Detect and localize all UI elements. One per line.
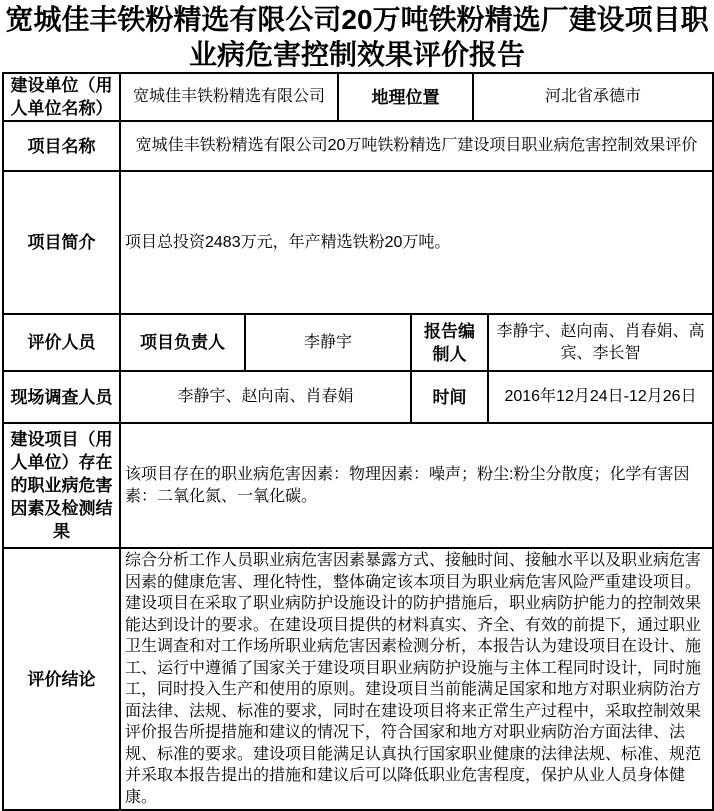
table-row-project-summary (3, 171, 713, 314)
project-name-value: 宽城佳丰铁粉精选有限公司20万吨铁粉精选厂建设项目职业病危害控制效果评价 (120, 121, 713, 171)
evaluation-conclusion-label: 评价结论 (3, 548, 120, 810)
conclusion-paragraph-1: 综合分析工作人员职业病危害因素暴露方式、接触时间、接触水平以及职业病危害因素的健康危害、理化特性，整体确定该本项目为职业病危害风险严重建设项目。 (125, 552, 702, 591)
site-survey-staff-label: 现场调查人员 (3, 371, 120, 423)
conclusion-paragraph-2: 建设项目在采取了职业病防护设施设计的防护措施后，职业病防护能力的控制效果能达到设计的要求。在建设项目提供的材料真实、齐全、有效的前提下，通过职业卫生调查和对工作场所职业病危害因素检测分析，本报告认为建设项目在设计、施工、运行中遵循了国家关于建设项目职业病防护设施与主体工程同时设计，同时施工，同时投入生产和使用的原则。建设项目当前能满足国家和地方对职业病防治方面法律、法规、标准的要求，同时在建设项目将来正常生产过程中，采取控制效果评价报告所提措施和建议的情况下，符合国家和地方对职业病防治方面法律、法规、标准的要求。建设项目能满足认真执行国家职业健康的法律法规、标准、规范并采取本报告提出的措施和建议后可以降低职业危害程度，保护从业人员身体健康。 (125, 595, 702, 806)
table-row-evaluation-staff (3, 314, 713, 371)
hazard-factors-label: 建设项目（用人单位）存在的职业病危害因素及检测结果 (3, 423, 120, 548)
report-table (2, 72, 714, 811)
site-survey-staff-value: 李静宇、赵向南、肖春娟 (120, 371, 411, 423)
evaluation-staff-label: 评价人员 (3, 314, 120, 371)
project-name-label: 项目名称 (3, 121, 120, 171)
construction-unit-label: 建设单位（用人单位名称） (3, 73, 120, 121)
table-row-construction-unit (3, 73, 713, 121)
table-row-project-name (3, 121, 713, 171)
project-leader-value: 李静宇 (245, 314, 411, 371)
geographic-location-label: 地理位置 (338, 73, 473, 121)
project-summary-label: 项目简介 (3, 171, 120, 314)
table-row-evaluation-conclusion (3, 548, 713, 810)
geographic-location-value: 河北省承德市 (473, 73, 713, 121)
survey-time-value: 2016年12月24日-12月26日 (488, 371, 713, 423)
survey-time-label: 时间 (411, 371, 488, 423)
construction-unit-value: 宽城佳丰铁粉精选有限公司 (120, 73, 338, 121)
table-row-site-survey (3, 371, 713, 423)
evaluation-conclusion-value (120, 548, 713, 810)
hazard-factors-value: 该项目存在的职业病危害因素：物理因素：噪声；粉尘:粉尘分散度；化学有害因素：二氧化氮、一氧化碳。 (120, 423, 713, 548)
report-title: 宽城佳丰铁粉精选有限公司20万吨铁粉精选厂建设项目职业病危害控制效果评价报告 (5, 4, 709, 70)
table-row-hazard-factors (3, 423, 713, 548)
report-compilers-label: 报告编制人 (411, 314, 488, 371)
report-compilers-value: 李静宇、赵向南、肖春娟、高宾、李长智 (488, 314, 713, 371)
project-leader-label: 项目负责人 (120, 314, 245, 371)
project-summary-value: 项目总投资2483万元，年产精选铁粉20万吨。 (120, 171, 713, 314)
